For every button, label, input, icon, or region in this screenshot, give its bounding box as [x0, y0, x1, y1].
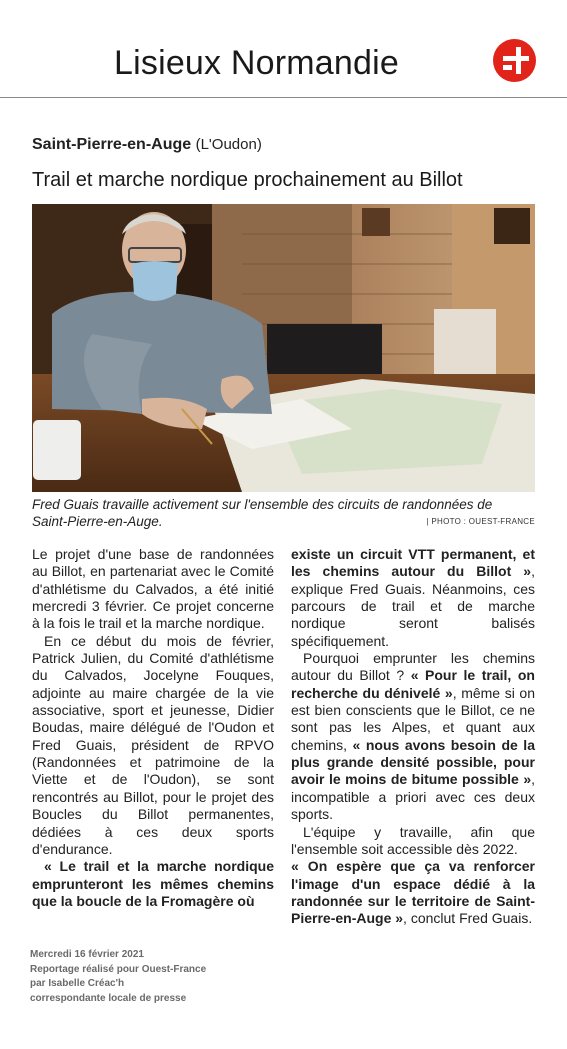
footer-date: Mercredi 16 février 2021 — [30, 949, 144, 960]
paragraph — [291, 650, 535, 823]
footer-credits — [30, 948, 206, 1006]
paragraph: Le projet d'une base de randonnées au Billot, en partenariat avec le Comité d'athlétisme du Calvados, a été initié mercredi 3 février. Ce projet concerne à la fois le trail et la marche nordique. — [32, 546, 274, 632]
paragraph: En ce début du mois de février, Patrick Julien, du Comité d'athlétisme du Calvados, Jocelyne Fouques, adjointe au maire chargée de la vie associative, sport et jeunesse, Didier Boudas, maire délégué de l'Oudon et Fred Guais, président de RPVO (Randonnées et patrimoine de la Viette et de l'Oudon), se sont rencontrés au Billot, pour le projet des Boucles du Billot permanentes, dédiées à ces deux sports d'endurance. — [32, 632, 274, 857]
text-run: , conclut Fred Guais. — [403, 910, 533, 927]
quote-bold: « Pour le trail, on recherche du dénivelé » — [291, 667, 535, 701]
paragraph — [291, 546, 535, 650]
paragraph: L'équipe y travaille, afin que l'ensemble soit accessible dès 2022. — [291, 823, 535, 857]
photo-illustration — [32, 204, 535, 492]
kicker-location: Saint-Pierre-en-Auge — [32, 136, 192, 153]
article-column-2 — [291, 546, 535, 928]
kicker-sublocation: (L'Oudon) — [195, 136, 262, 153]
article-column-1 — [32, 546, 274, 910]
text-run: , incompatible a priori avec ces deux sports. — [291, 771, 535, 823]
paragraph — [291, 858, 535, 927]
ouest-france-logo-icon — [493, 39, 536, 82]
quote-bold: existe un circuit VTT permanent, et les chemins autour du Billot » — [291, 546, 535, 580]
masthead — [0, 0, 567, 98]
masthead-title: Lisieux Normandie — [114, 44, 399, 82]
photo-credit: | PHOTO : OUEST-FRANCE — [426, 517, 535, 526]
article-photo — [32, 204, 535, 492]
footer-author: par Isabelle Créac'h — [30, 978, 125, 989]
text-run: Pourquoi emprunter les chemins autour du Billot ? — [291, 650, 535, 684]
footer-role: correspondante locale de presse — [30, 992, 187, 1004]
caption-line-2: Saint-Pierre-en-Auge. — [32, 514, 163, 529]
quote-bold: « On espère que ça va renforcer l'image d'un espace dédié à la randonnée sur le territoire de Saint-Pierre-en-Auge » — [291, 858, 535, 927]
paragraph-quote: « Le trail et la marche nordique emprunteront les mêmes chemins que la boucle de la Fromagère où — [32, 858, 274, 909]
footer-report: Reportage réalisé pour Ouest-France — [30, 963, 207, 975]
article-headline: Trail et marche nordique prochainement au Billot — [32, 169, 463, 191]
text-run: , même si on est bien conscients que le Billot, ce ne sont pas les Alpes, et quant aux chemins, — [291, 684, 535, 753]
quote-bold: « nous avons besoin de la plus grande densité possible, pour avoir le moins de bitume possible » — [291, 736, 535, 788]
article-kicker — [32, 135, 262, 155]
text-run: , explique Fred Guais. Néanmoins, ces parcours de trail et de marche nordique seront balisés spécifiquement. — [291, 563, 535, 649]
caption-line-1: Fred Guais travaille activement sur l'ensemble des circuits de randonnées de — [32, 497, 493, 512]
